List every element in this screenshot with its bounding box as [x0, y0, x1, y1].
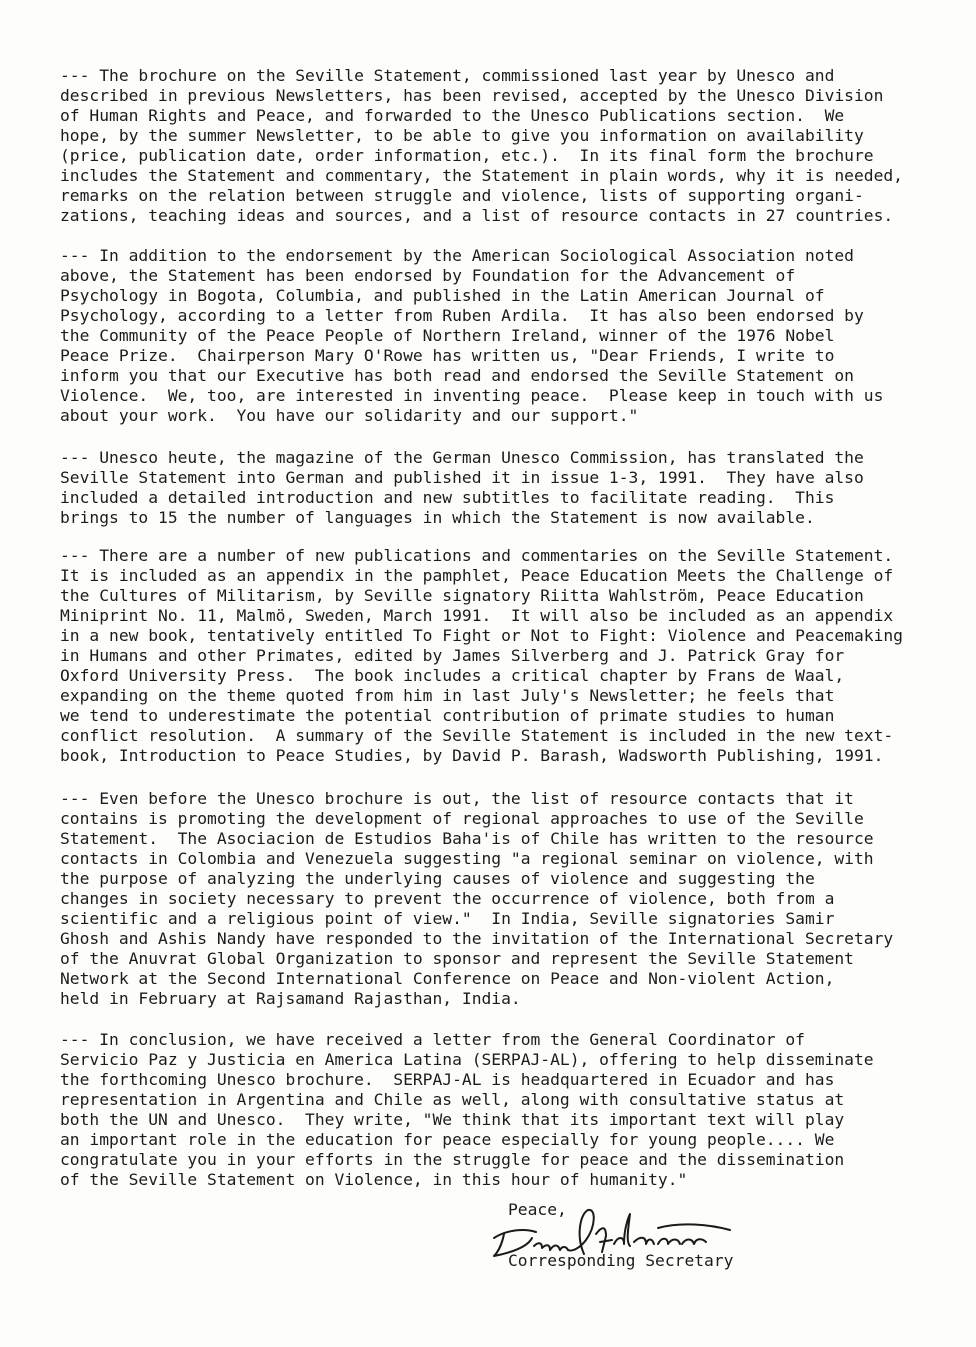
text-line: contacts in Colombia and Venezuela suggesting "a regional seminar on violence, with: [60, 849, 874, 868]
text-line: Miniprint No. 11, Malmö, Sweden, March 1991. It will also be included as an appendix: [60, 606, 894, 625]
text-line: we tend to underestimate the potential contribution of primate studies to human: [60, 706, 835, 725]
text-line: changes in society necessary to prevent the occurrence of violence, both from a: [60, 889, 835, 908]
text-line: Oxford University Press. The book includes a critical chapter by Frans de Waal,: [60, 666, 845, 685]
paragraph-brochure: [60, 66, 940, 226]
text-line: Seville Statement into German and published it in issue 1-3, 1991. They have also: [60, 468, 864, 487]
text-line: expanding on the theme quoted from him in last July's Newsletter; he feels that: [60, 686, 835, 705]
text-line: congratulate you in your efforts in the struggle for peace and the dissemination: [60, 1150, 845, 1169]
text-line: held in February at Rajsamand Rajasthan, India.: [60, 989, 521, 1008]
text-line: Network at the Second International Conference on Peace and Non-violent Action,: [60, 969, 835, 988]
text-line: in a new book, tentatively entitled To Fight or Not to Fight: Violence and Peacemaking: [60, 626, 903, 645]
signatory-title: Corresponding Secretary: [508, 1251, 734, 1270]
text-line: the purpose of analyzing the underlying causes of violence and suggesting the: [60, 869, 815, 888]
text-line: the Cultures of Militarism, by Seville signatory Riitta Wahlström, Peace Education: [60, 586, 864, 605]
text-line: --- In conclusion, we have received a letter from the General Coordinator of: [60, 1030, 805, 1049]
text-line: --- Unesco heute, the magazine of the German Unesco Commission, has translated the: [60, 448, 864, 467]
text-line: Peace Prize. Chairperson Mary O'Rowe has written us, "Dear Friends, I write to: [60, 346, 835, 365]
text-line: zations, teaching ideas and sources, and a list of resource contacts in 27 countries.: [60, 206, 894, 225]
text-line: hope, by the summer Newsletter, to be able to give you information on availability: [60, 126, 864, 145]
text-line: described in previous Newsletters, has been revised, accepted by the Unesco Division: [60, 86, 884, 105]
letter-closing: [484, 1200, 808, 1275]
text-line: remarks on the relation between struggle and violence, lists of supporting organi-: [60, 186, 864, 205]
text-line: included a detailed introduction and new subtitles to facilitate reading. This: [60, 488, 835, 507]
paragraph-regional-approaches: [60, 789, 940, 1009]
paragraph-conclusion: [60, 1030, 940, 1190]
text-line: Psychology in Bogota, Columbia, and published in the Latin American Journal of: [60, 286, 825, 305]
text-line: --- The brochure on the Seville Statement, commissioned last year by Unesco and: [60, 66, 835, 85]
text-line: Violence. We, too, are interested in inventing peace. Please keep in touch with us: [60, 386, 884, 405]
text-line: Psychology, according to a letter from Ruben Ardila. It has also been endorsed by: [60, 306, 864, 325]
text-line: Ghosh and Ashis Nandy have responded to the invitation of the International Secretary: [60, 929, 894, 948]
text-line: the Community of the Peace People of Northern Ireland, winner of the 1976 Nobel: [60, 326, 835, 345]
paragraph-publications: [60, 546, 940, 766]
text-line: in Humans and other Primates, edited by James Silverberg and J. Patrick Gray for: [60, 646, 845, 665]
text-line: the forthcoming Unesco brochure. SERPAJ-AL is headquartered in Ecuador and has: [60, 1070, 835, 1089]
text-line: representation in Argentina and Chile as well, along with consultative status at: [60, 1090, 845, 1109]
text-line: above, the Statement has been endorsed by Foundation for the Advancement of: [60, 266, 796, 285]
text-line: Servicio Paz y Justicia en America Latina (SERPAJ-AL), offering to help disseminate: [60, 1050, 874, 1069]
text-line: --- In addition to the endorsement by the American Sociological Association noted: [60, 246, 854, 265]
paragraph-unesco-heute: [60, 448, 940, 528]
salutation: Peace,: [508, 1200, 567, 1219]
text-line: --- There are a number of new publications and commentaries on the Seville Statement.: [60, 546, 894, 565]
text-line: both the UN and Unesco. They write, "We think that its important text will play: [60, 1110, 845, 1129]
signature-hidden-text: David Adams: [484, 1219, 498, 1221]
text-line: of Human Rights and Peace, and forwarded to the Unesco Publications section. We: [60, 106, 845, 125]
text-line: an important role in the education for peace especially for young people.... We: [60, 1130, 835, 1149]
text-line: inform you that our Executive has both read and endorsed the Seville Statement on: [60, 366, 854, 385]
text-line: book, Introduction to Peace Studies, by David P. Barash, Wadsworth Publishing, 1991.: [60, 746, 884, 765]
text-line: of the Seville Statement on Violence, in this hour of humanity.": [60, 1170, 688, 1189]
text-line: conflict resolution. A summary of the Seville Statement is included in the new text-: [60, 726, 894, 745]
text-line: It is included as an appendix in the pamphlet, Peace Education Meets the Challenge of: [60, 566, 894, 585]
text-line: includes the Statement and commentary, the Statement in plain words, why it is needed,: [60, 166, 903, 185]
paragraph-endorsements: [60, 246, 940, 426]
text-line: contains is promoting the development of regional approaches to use of the Seville: [60, 809, 864, 828]
text-line: --- Even before the Unesco brochure is out, the list of resource contacts that it: [60, 789, 854, 808]
text-line: scientific and a religious point of view." In India, Seville signatories Samir: [60, 909, 835, 928]
text-line: about your work. You have our solidarity and our support.": [60, 406, 639, 425]
text-line: of the Anuvrat Global Organization to sponsor and represent the Seville Statement: [60, 949, 854, 968]
text-line: (price, publication date, order information, etc.). In its final form the brochure: [60, 146, 874, 165]
text-line: Statement. The Asociacion de Estudios Baha'is of Chile has written to the resource: [60, 829, 874, 848]
text-line: brings to 15 the number of languages in which the Statement is now available.: [60, 508, 815, 527]
